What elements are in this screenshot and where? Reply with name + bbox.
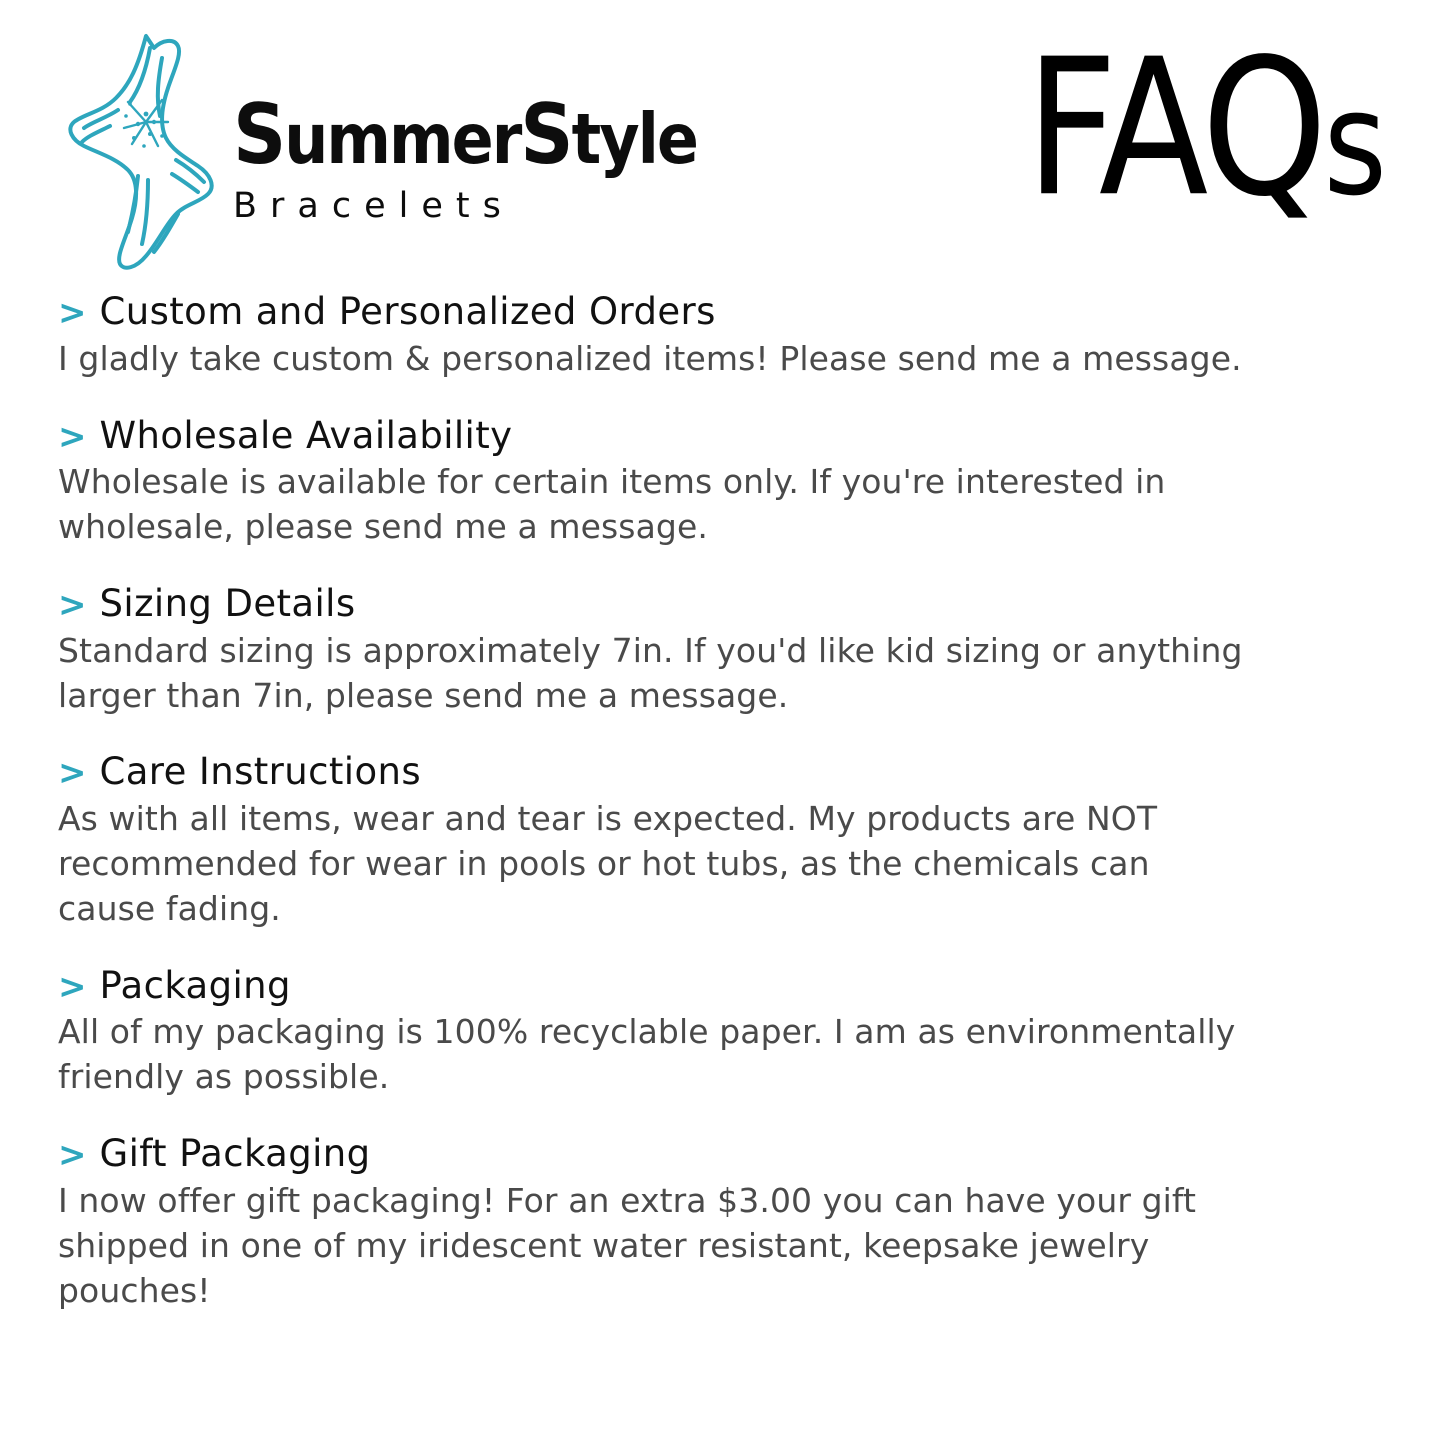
faq-item <box>58 292 1387 382</box>
chevron-right-icon: > <box>58 585 87 625</box>
faq-list <box>58 292 1387 1348</box>
chevron-right-icon: > <box>58 753 87 794</box>
faq-answer: Wholesale is available for certain items only. If you're interested in wholesale, please send me a message. <box>58 462 1166 547</box>
brand-wordmark <box>233 18 697 226</box>
faq-item <box>58 413 1387 550</box>
faq-question-text: Gift Packaging <box>99 1132 371 1176</box>
starfish-icon <box>58 18 223 273</box>
page-header <box>0 0 1445 285</box>
faq-answer: All of my packaging is 100% recyclable paper. I am as environmentally friendly as possible. <box>58 1012 1236 1097</box>
faq-question[interactable] <box>58 1134 1387 1175</box>
chevron-right-icon: > <box>58 966 87 1007</box>
brand-lockup <box>58 18 697 273</box>
faq-answer: I gladly take custom & personalized items! Please send me a message. <box>58 338 1242 378</box>
faq-question[interactable] <box>58 584 1387 625</box>
faq-question-text: Custom and Personalized Orders <box>99 290 716 333</box>
chevron-right-icon: > <box>58 1135 87 1176</box>
faq-item <box>58 1134 1387 1313</box>
page-title: FAQs <box>1025 17 1383 239</box>
faq-question[interactable] <box>58 413 1387 457</box>
faq-question-text: Packaging <box>99 963 291 1007</box>
faq-item <box>58 752 1387 931</box>
faq-answer: As with all items, wear and tear is expected. My products are NOT recommended for wear in pools or hot tubs, as the chemicals can cause fading. <box>58 799 1158 928</box>
brand-subtitle: Bracelets <box>233 186 514 227</box>
faq-answer: I now offer gift packaging! For an extra $3.00 you can have your gift shipped in one of my iridescent water resistant, keepsake jewelry pouches! <box>58 1180 1197 1310</box>
faq-question[interactable] <box>58 963 1387 1007</box>
faq-item <box>58 963 1387 1100</box>
faq-question-text: Care Instructions <box>99 750 422 794</box>
brand-name: SummerStyle <box>233 87 697 184</box>
chevron-right-icon: > <box>58 293 87 333</box>
faq-question[interactable] <box>58 292 1387 333</box>
faq-item <box>58 584 1387 718</box>
faq-answer: Standard sizing is approximately 7in. If you'd like kid sizing or anything larger than 7in, please send me a message. <box>58 630 1243 715</box>
chevron-right-icon: > <box>58 416 87 457</box>
faq-question[interactable] <box>58 752 1387 793</box>
faq-question-text: Sizing Details <box>99 582 356 625</box>
faq-question-text: Wholesale Availability <box>99 413 513 457</box>
